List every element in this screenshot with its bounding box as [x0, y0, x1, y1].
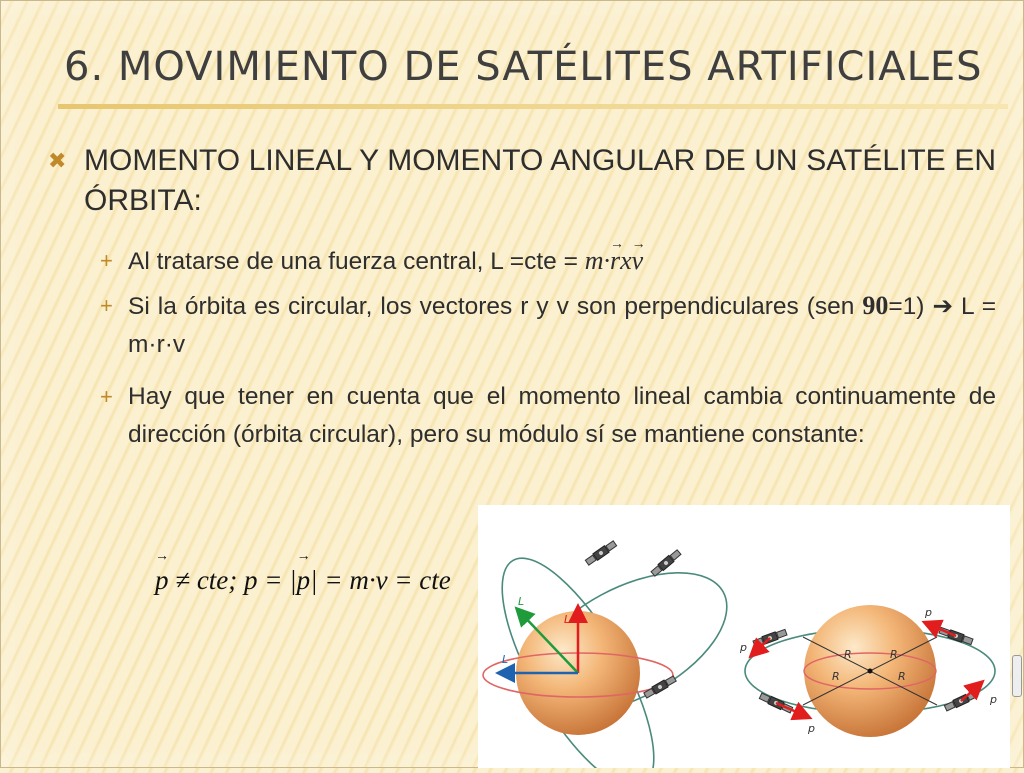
planet-center [868, 669, 873, 674]
right-arrow-icon: ➔ [932, 293, 953, 320]
label-R: R [890, 648, 898, 661]
sub-bullet-2 [100, 287, 996, 367]
sub-bullet-2-text [128, 287, 996, 364]
label-L-blue: L [502, 653, 509, 666]
linear-momentum-formula [155, 565, 451, 596]
label-p: p [990, 693, 997, 706]
sub-bullet-2-part1: Si la órbita es circular, los vectores r y v son perpendiculares (sen [128, 293, 863, 320]
sub-bullet-1-text [128, 242, 996, 281]
label-R: R [898, 670, 906, 683]
plus-bullet-icon: + [100, 248, 113, 273]
formula-part2: | = m·v = cte [310, 565, 451, 595]
plus-bullet-icon: + [100, 293, 113, 318]
math-m: m· [584, 246, 610, 275]
sub-bullet-3 [100, 378, 996, 498]
label-R: R [844, 648, 852, 661]
label-L-red: L [564, 613, 571, 626]
label-p: p [925, 606, 932, 619]
sub-bullet-2-number: 90 [862, 291, 889, 320]
math-vector-v: → v [632, 242, 644, 280]
plus-bullet-icon: + [100, 384, 113, 409]
label-L-green: L [518, 595, 525, 608]
angular-momentum-formula [585, 246, 644, 275]
label-R: R [832, 670, 840, 683]
sub-bullet-3-text: Hay que tener en cuenta que el momento lineal cambia continuamente de dirección (órbita circular), pero su módulo sí se mantiene constante: [128, 383, 996, 448]
label-p: p [808, 722, 815, 735]
right-planet-diagram [739, 605, 997, 737]
embedded-scrollbar[interactable] [1012, 655, 1022, 697]
sub-bullet-2-part3: L = m·r·v [128, 293, 997, 358]
bullet-main-text: MOMENTO LINEAL Y MOMENTO ANGULAR DE UN SATÉLITE EN ÓRBITA: [84, 144, 996, 217]
formula-vector-p: → p [155, 565, 169, 596]
math-cross: x [620, 246, 632, 275]
formula-part1: ≠ cte; p = | [168, 565, 297, 595]
left-planet-diagram [478, 538, 749, 768]
formula-vector-p-abs: → p [297, 565, 311, 596]
slide-title: 6. MOVIMIENTO DE SATÉLITES ARTIFICIALES [64, 44, 983, 90]
label-p: p [740, 641, 747, 654]
sub-bullet-2-part2: =1) [888, 293, 933, 320]
orbits-illustration [478, 505, 1010, 768]
satellite-icon [643, 675, 676, 699]
math-vector-r: → r [610, 242, 620, 280]
sub-bullet-1-label: Al tratarse de una fuerza central, L =cte = [128, 248, 585, 275]
sub-bullet-1 [100, 242, 996, 282]
satellite-orbits-figure [478, 505, 1010, 768]
title-divider [58, 104, 1008, 109]
x-bullet-icon: ✖ [48, 148, 67, 173]
satellite-icon [585, 540, 617, 566]
